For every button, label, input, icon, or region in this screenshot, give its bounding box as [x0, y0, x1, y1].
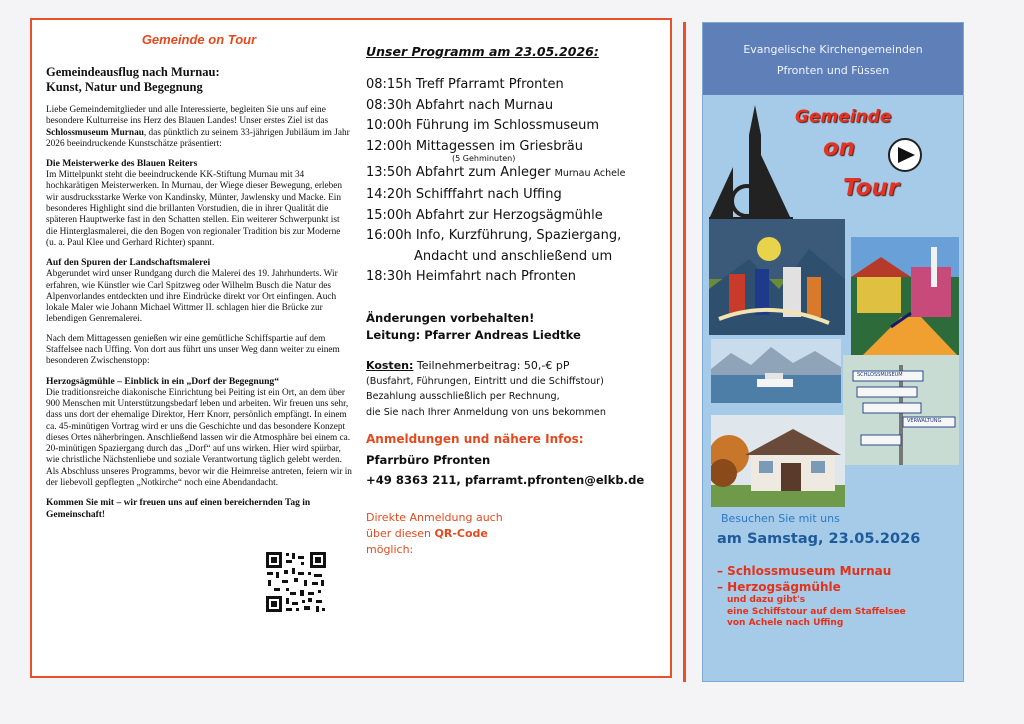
- section-title-landschaft: Auf den Spuren der Landschaftsmalerei: [46, 257, 211, 269]
- qr-hint-line: Direkte Anmeldung auch: [366, 511, 503, 525]
- qr-code-icon[interactable]: [264, 550, 328, 614]
- logo-word-gemeinde: Gemeinde: [795, 107, 892, 127]
- program-item-continued: Andacht und anschließend um: [414, 248, 613, 264]
- visit-block: [717, 512, 957, 630]
- contact-block: [366, 450, 666, 490]
- program-item: 15:00h Abfahrt zur Herzogsägmühle: [366, 207, 603, 223]
- brand-title: Gemeinde on Tour: [141, 32, 257, 47]
- registration-title: Anmeldungen und nähere Infos:: [366, 432, 584, 447]
- organisation-line-2: Pfronten und Füssen: [776, 64, 890, 77]
- leader: Leitung: Pfarrer Andreas Liedtke: [366, 327, 581, 342]
- qr-hint-line: möglich:: [366, 543, 414, 557]
- visit-invite: Besuchen Sie mit uns: [721, 512, 840, 525]
- office-name: Pfarrbüro Pfronten: [366, 453, 491, 468]
- painting-image: [709, 219, 845, 335]
- section-text-schiff: Nach dem Mittagessen genießen wir eine gemütliche Schiffspartie auf dem Staffelsee nach Uffing. Von dort aus führt uns unser Weg dann weiter zu einem besonderen Zwischenstopp:: [46, 333, 340, 367]
- program-item: 16:00h Info, Kurzführung, Spaziergang,: [366, 228, 622, 244]
- heading-line-2: Kunst, Natur und Begegnung: [46, 80, 203, 94]
- sign-label: SCHLOSSMUSEUM: [857, 372, 903, 378]
- logo-word-tour: Tour: [843, 175, 900, 201]
- qr-hint-bold: QR-Code: [434, 527, 488, 541]
- organisation-info: [366, 310, 666, 344]
- program-note: (5 Gehminuten): [452, 154, 516, 164]
- intro-paragraph: [46, 105, 352, 150]
- contact-details[interactable]: +49 8363 211, pfarramt.pfronten@elkb.de: [366, 473, 645, 488]
- visit-date: am Samstag, 23.05.2026: [717, 531, 921, 547]
- qr-hint: [366, 510, 556, 558]
- painting-image: [851, 237, 959, 357]
- program-item: 08:15h Treff Pfarramt Pfronten: [366, 77, 564, 92]
- heading-line-1: Gemeindeausflug nach Murnau:: [46, 65, 220, 79]
- organisation-header: [703, 23, 963, 95]
- visit-extra-line: und dazu gibt's: [727, 595, 806, 605]
- visit-extra: [727, 595, 957, 630]
- lake-photo: [711, 339, 841, 403]
- intro-text-2: , das pünktlich zu seinem 33-jährigen Jubiläum im Jahr 2026 beeindruckende Kunstschätze präsentiert:: [46, 127, 350, 149]
- program-item: [366, 163, 666, 185]
- program-item-text: 13:50h Abfahrt zum Anleger: [366, 165, 555, 181]
- cost-note: die Sie nach Ihrer Anmeldung von uns bekommen: [366, 406, 606, 418]
- program-item-small: Murnau Achele: [554, 168, 626, 180]
- visit-item: – Schlossmuseum Murnau: [717, 564, 892, 578]
- visit-extra-line: von Achele nach Uffing: [727, 618, 844, 628]
- cost-note: (Busfahrt, Führungen, Eintritt und die Schiffstour): [366, 375, 604, 387]
- visit-extra-line: eine Schiffstour auf dem Staffelsee: [727, 606, 906, 617]
- play-circle-icon: [887, 137, 923, 173]
- program-item: 18:30h Heimfahrt nach Pfronten: [366, 269, 576, 285]
- closing-text: Kommen Sie mit – wir freuen uns auf einen bereichernden Tag in Gemeinschaft!: [46, 498, 311, 521]
- intro-bold: Schlossmuseum Murnau: [46, 127, 144, 138]
- program-item: 10:00h Führung im Schlossmuseum: [366, 118, 600, 134]
- intro-column: [46, 26, 352, 521]
- cost-label: Kosten:: [366, 358, 414, 372]
- intro-text-1: Liebe Gemeindemitglieder und alle Interessierte, begleiten Sie uns auf eine besondere Kulturreise ins Herz des Blauen Landes! Unser erstes Ziel ist das: [46, 105, 329, 127]
- cost-info: [366, 358, 666, 421]
- organisation-line-1: Evangelische Kirchengemeinden: [743, 43, 923, 56]
- church-logo-icon: [709, 105, 795, 223]
- program-column: [366, 44, 666, 558]
- page-heading: [46, 65, 352, 95]
- cost-value: Teilnehmerbeitrag: 50,-€ pP: [413, 358, 570, 372]
- program-item: 12:00h Mittagessen im Griesbräu: [366, 138, 584, 154]
- section-title-blauer-reiter: Die Meisterwerke des Blauen Reiters: [46, 158, 198, 170]
- changes-note: Änderungen vorbehalten!: [366, 310, 535, 325]
- cost-note: Bezahlung ausschließlich per Rechnung,: [366, 391, 560, 403]
- qr-hint-text: über diesen: [366, 527, 435, 541]
- program-item: 08:30h Abfahrt nach Murnau: [366, 97, 554, 113]
- qr-hint-line: [366, 526, 556, 542]
- program-title: Unser Programm am 23.05.2026:: [366, 44, 599, 59]
- right-panel: [702, 22, 964, 682]
- sign-label: VERWALTUNG: [907, 418, 942, 424]
- program-list: [366, 75, 666, 288]
- section-text-herzogsaegmuehle: Die traditionsreiche diakonische Einrichtung bei Peiting ist ein Ort, an dem über 900 Menschen mit Unterstützungsbedarf leben und arbeiten. Wir freuen uns sehr, dass uns dort der ehemalige Direktor, Herr Knorr, persönlich empfängt. In einem ca. 45-minütigen Vortrag wird er uns die Geschichte und das besondere Konzept dieses Ortes näherbringen. Anschließend lassen wir die Atmosphäre bei einem ca. 20-minütigen Spaziergang durch das „Dorf“ auf uns wirken. Hier wird spürbar, wie christliche Nächstenliebe und soziale Verantwortung täglich gelebt werden. Als Abschluss unseres Programms, bevor wir die Heimreise antreten, feiern wir in der liebevoll gepflegten „Notkirche“ noch eine Abendandacht.: [46, 387, 352, 489]
- visit-highlights: [717, 563, 957, 595]
- left-panel: [30, 18, 672, 678]
- section-text-landschaft: Abgerundet wird unser Rundgang durch die Malerei des 19. Jahrhunderts. Wir erfahren, wie Künstler wie Carl Spitzweg oder Wilhelm Busch die Natur des Alpenvorlandes entdeckten und ihre Eindrücke direkt vor Ort einfingen. Auch lokale Maler wie Johann Michael Wittmer II. schlagen hier die Brücke zur lebendigen Genremalerei.: [46, 269, 338, 325]
- section-text-blauer-reiter: Im Mittelpunkt steht die beeindruckende KK-Stiftung Murnau mit 34 hochkarätigen Meisterwerken. In Murnau, der Wiege dieser Bewegung, erleben wir ausdrucksstarke Werke von Kandinsky, Münter, Jawlensky und Macke. Ein besonderes Highlight sind die brillanten Vorstudien, die in ihrer Qualität die späteren Hauptwerke fast in den Schatten stellen. Ein weiterer Schwerpunkt ist die Hinterglasmalerei, die den Bogen von regionaler Tradition bis zur Moderne (u. a. Paul Klee und Gerhard Richter) spannt.: [46, 170, 343, 248]
- logo-word-on: on: [823, 135, 856, 161]
- program-item: 14:20h Schifffahrt nach Uffing: [366, 186, 562, 202]
- church-photo: [711, 415, 845, 507]
- visit-item: – Herzogsägmühle: [717, 580, 841, 594]
- fold-divider: [683, 22, 686, 682]
- section-title-herzogsaegmuehle: Herzogsägmühle – Einblick in ein „Dorf der Begegnung“: [46, 375, 280, 387]
